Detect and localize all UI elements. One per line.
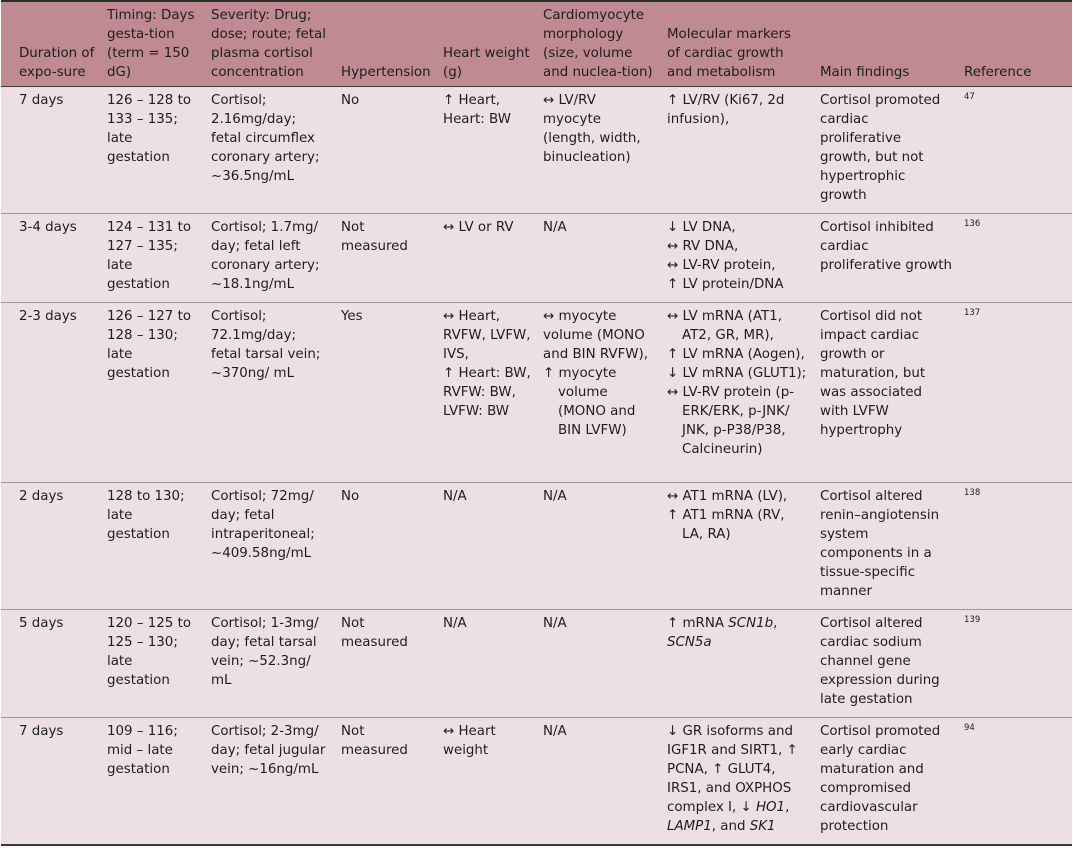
reference-number: 47 [964,92,975,102]
cell-severity: Cortisol; 72mg/ day; fetal intraperitoneal; ~409.58ng/mL [205,483,335,610]
molecular-line: ↔ RV DNA, [667,239,739,254]
heart-weight-line: ↑ Heart, Heart: BW [443,93,511,127]
reference-number: 136 [964,219,981,229]
header-morphology: Cardiomyocyte morphology (size, volume and nuclea-tion) [537,1,661,87]
gene-name: SCN1b [728,616,774,631]
gene-name: LAMP1 [667,819,712,834]
molecular-prefix: ↑ mRNA [667,616,729,631]
morphology-line: N/A [543,220,567,235]
cell-duration: 2-3 days [1,303,101,483]
cell-hypertension: Not measured [335,610,437,718]
cell-timing: 126 – 127 to 128 – 130; late gestation [101,303,205,483]
cell-timing: 109 – 116; mid – late gestation [101,718,205,846]
molecular-line: ↑ LV/RV (Ki67, 2d infusion), [667,93,785,127]
cell-duration: 7 days [1,718,101,846]
cell-severity: Cortisol; 2-3mg/ day; fetal jugular vein; ~16ng/mL [205,718,335,846]
table-row [1,610,1072,718]
molecular-prefix: ↓ GR isoforms and IGF1R and SIRT1, ↑ PCNA, ↑ GLUT4, IRS1, and OXPHOS complex I, ↓ [667,724,798,815]
cell-severity: Cortisol; 1-3mg/ day; fetal tarsal vein; ~52.3ng/ mL [205,610,335,718]
heart-weight-line: ↔ Heart, RVFW, LVFW, IVS, [443,309,531,362]
cell-morphology [537,303,661,483]
cell-morphology [537,483,661,610]
cell-findings: Cortisol altered cardiac sodium channel gene expression during late gestation [814,610,958,718]
reference-number: 94 [964,723,975,733]
cell-timing: 126 – 128 to 133 – 135; late gestation [101,87,205,214]
heart-weight-line: N/A [443,489,467,504]
gene-name: SK1 [749,819,776,834]
cell-hypertension: Not measured [335,718,437,846]
cell-molecular [661,214,814,303]
reference-number: 138 [964,488,981,498]
cell-hypertension: No [335,87,437,214]
header-row [1,1,1072,87]
table-row [1,718,1072,846]
cell-timing: 128 to 130; late gestation [101,483,205,610]
cell-duration: 2 days [1,483,101,610]
molecular-line: ↑ LV mRNA (Aogen), [667,347,805,362]
gene-name: HO1 [755,800,786,815]
cell-heart-weight [437,483,537,610]
morphology-line: ↔ myocyte volume (MONO and BIN RVFW), [543,309,649,362]
heart-weight-line: N/A [443,616,467,631]
cell-reference [958,483,1072,610]
cell-molecular [661,87,814,214]
molecular-line: ↑ AT1 mRNA (RV, LA, RA) [667,508,785,542]
cell-timing: 124 – 131 to 127 – 135; late gestation [101,214,205,303]
cell-timing: 120 – 125 to 125 – 130; late gestation [101,610,205,718]
cell-reference [958,87,1072,214]
morphology-line: ↔ LV/RV myocyte (length, width, binucleation) [543,93,641,165]
molecular-line: ↑ LV protein/DNA [667,277,784,292]
morphology-line: ↑ myocyte volume (MONO and BIN LVFW) [543,366,636,438]
molecular-line: ↓ LV mRNA (GLUT1); [667,366,807,381]
heart-weight-line: ↔ LV or RV [443,220,514,235]
header-timing: Timing: Days gesta-tion (term = 150 dG) [101,1,205,87]
reference-number: 139 [964,615,981,625]
cell-findings: Cortisol did not impact cardiac growth or maturation, but was associated with LVFW hypertrophy [814,303,958,483]
cell-duration: 3-4 days [1,214,101,303]
separator: , [773,616,778,631]
header-severity: Severity: Drug; dose; route; fetal plasma cortisol concentration [205,1,335,87]
cell-severity: Cortisol; 72.1mg/day; fetal tarsal vein; ~370ng/ mL [205,303,335,483]
cell-reference [958,214,1072,303]
separator: , and [711,819,750,834]
header-duration: Duration of expo-sure [1,1,101,87]
cell-heart-weight [437,214,537,303]
cell-reference [958,718,1072,846]
molecular-line: ↔ LV-RV protein (p-ERK/ERK, p-JNK/ JNK, p-P38/P38, Calcineurin) [667,385,795,457]
cell-findings: Cortisol promoted cardiac proliferative growth, but not hypertrophic growth [814,87,958,214]
cell-molecular [661,303,814,483]
cell-morphology [537,214,661,303]
heart-weight-line: ↔ Heart weight [443,724,496,758]
cell-heart-weight [437,718,537,846]
separator: , [785,800,790,815]
header-hypertension: Hypertension [335,1,437,87]
cell-hypertension: Not measured [335,214,437,303]
gene-name: SCN5a [667,635,712,650]
cell-reference [958,303,1072,483]
cell-reference [958,610,1072,718]
reference-number: 137 [964,308,981,318]
cell-heart-weight [437,303,537,483]
header-molecular: Molecular markers of cardiac growth and metabolism [661,1,814,87]
cortisol-cardiac-table [1,0,1072,846]
molecular-line: ↓ LV DNA, [667,220,736,235]
cell-severity: Cortisol; 1.7mg/ day; fetal left coronary artery; ~18.1ng/mL [205,214,335,303]
molecular-line: ↔ LV-RV protein, [667,258,776,273]
cell-morphology [537,718,661,846]
table-row [1,87,1072,214]
morphology-line: N/A [543,724,567,739]
cell-morphology [537,610,661,718]
cell-findings: Cortisol promoted early cardiac maturation and compromised cardiovascular protection [814,718,958,846]
table-row [1,483,1072,610]
cell-morphology [537,87,661,214]
cell-hypertension: Yes [335,303,437,483]
header-reference: Reference [958,1,1072,87]
cell-duration: 5 days [1,610,101,718]
header-findings: Main findings [814,1,958,87]
header-heart-weight: Heart weight (g) [437,1,537,87]
molecular-line: ↔ AT1 mRNA (LV), [667,489,788,504]
molecular-line: ↔ LV mRNA (AT1, AT2, GR, MR), [667,309,782,343]
cell-heart-weight [437,87,537,214]
cell-molecular [661,483,814,610]
cell-duration: 7 days [1,87,101,214]
cell-hypertension: No [335,483,437,610]
cell-findings: Cortisol inhibited cardiac proliferative growth [814,214,958,303]
heart-weight-line: ↑ Heart: BW, RVFW: BW, LVFW: BW [443,366,531,419]
table-row [1,214,1072,303]
morphology-line: N/A [543,616,567,631]
cell-molecular [661,610,814,718]
morphology-line: N/A [543,489,567,504]
cell-findings: Cortisol altered renin–angiotensin system components in a tissue-specific manner [814,483,958,610]
cell-heart-weight [437,610,537,718]
cell-molecular [661,718,814,846]
cell-severity: Cortisol; 2.16mg/day; fetal circumflex coronary artery; ~36.5ng/mL [205,87,335,214]
table-row [1,303,1072,483]
